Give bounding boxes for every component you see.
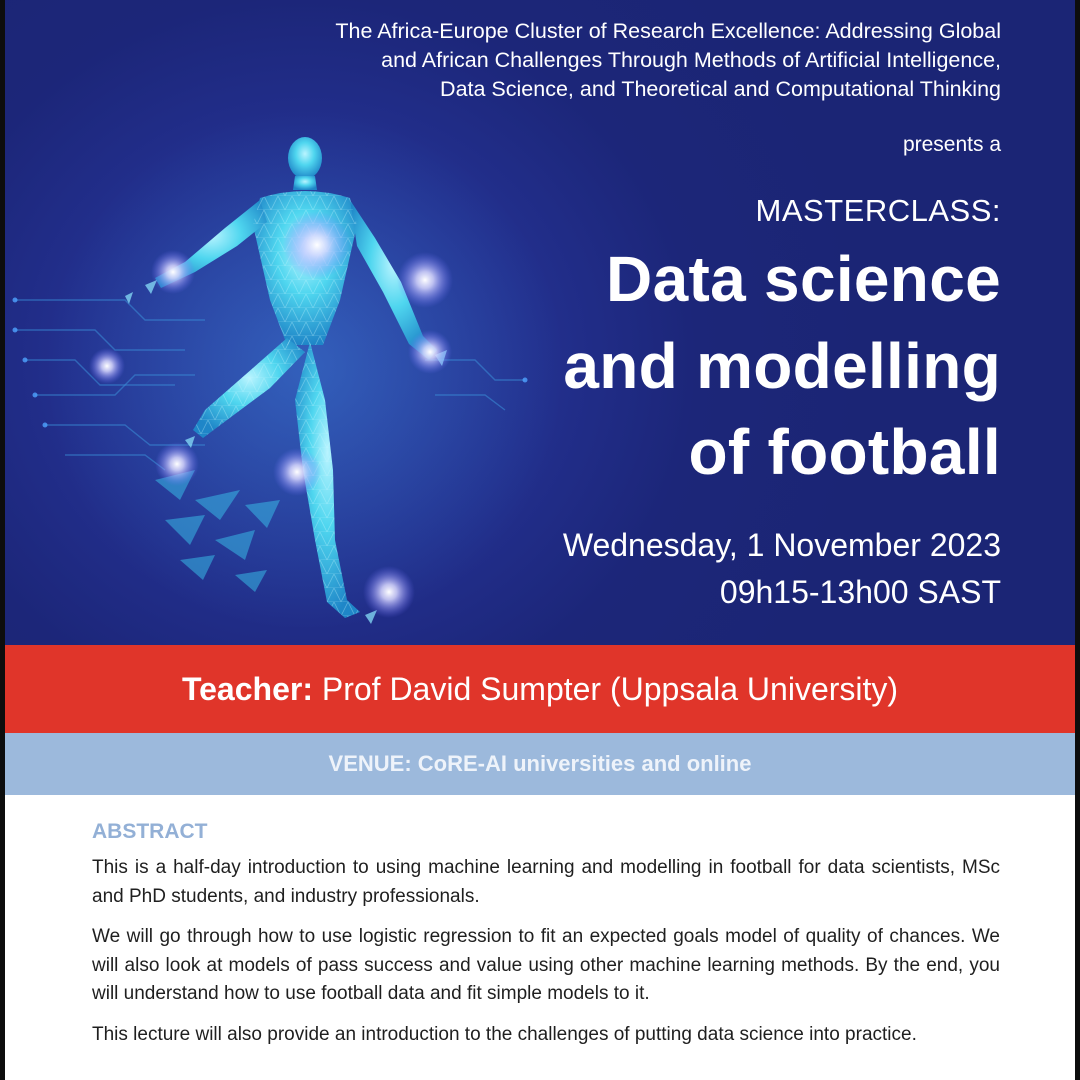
abstract-heading: ABSTRACT	[92, 820, 208, 843]
organization-line: and African Challenges Through Methods of Artificial Intelligence,	[381, 48, 1001, 72]
masterclass-poster	[5, 0, 1075, 1080]
teacher-label: Teacher:	[181, 671, 313, 707]
teacher-name: Prof David Sumpter (Uppsala University)	[321, 671, 899, 707]
venue-text: VENUE: CoRE-AI universities and online	[328, 751, 752, 776]
hero-banner	[5, 0, 1075, 645]
abstract-paragraph: We will go through how to use logistic regression to fit an expected goals model of quality of chances. We will also look at models of pass success and value using other machine learning methods. By the end, you will understand how to use football data and fit simple models to it.	[92, 926, 1000, 1004]
abstract-paragraph: This lecture will also provide an introduction to the challenges of putting data science into practice.	[92, 1023, 917, 1045]
event-time: 09h15-13h00 SAST	[719, 574, 1001, 610]
event-title-line: and modelling	[563, 330, 1001, 402]
abstract-paragraph: This is a half-day introduction to using machine learning and modelling in football for data scientists, MSc and PhD students, and industry professionals.	[92, 857, 1000, 907]
event-date: Wednesday, 1 November 2023	[562, 527, 1001, 563]
event-title-line: Data science	[606, 243, 1001, 315]
venue-banner	[5, 733, 1075, 795]
organization-line: Data Science, and Theoretical and Computational Thinking	[440, 77, 1001, 101]
teacher-banner	[5, 645, 1075, 733]
presents-text: presents a	[902, 133, 1001, 156]
organization-line: The Africa-Europe Cluster of Research Excellence: Addressing Global	[335, 19, 1001, 43]
abstract-section	[92, 820, 1000, 1061]
event-title-line: of football	[688, 416, 1001, 488]
event-type-label: MASTERCLASS:	[755, 193, 1001, 228]
